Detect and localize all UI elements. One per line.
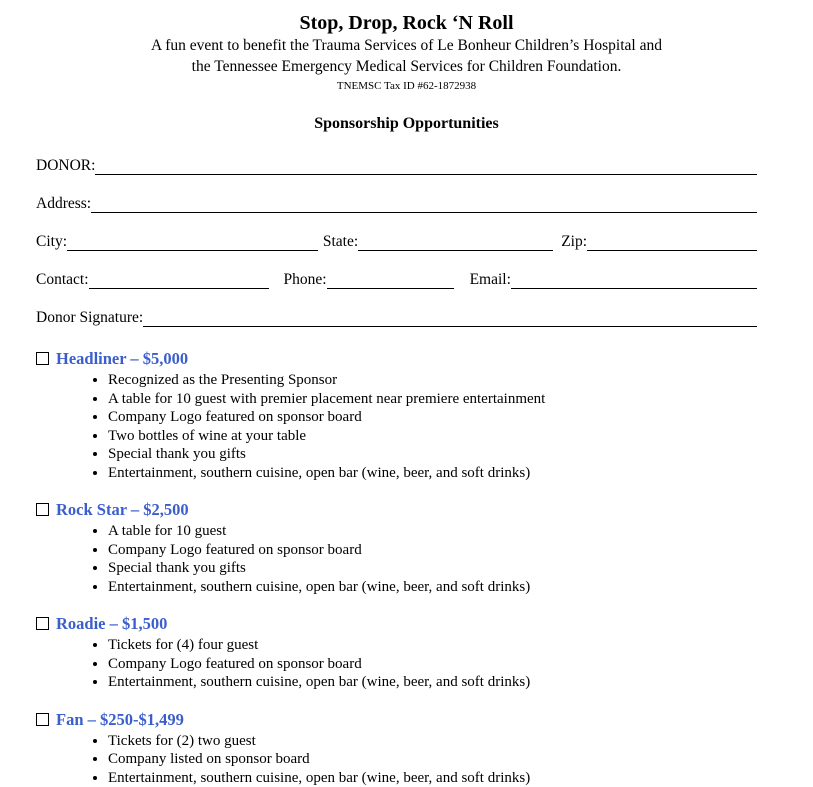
- tier-rock-star: [36, 500, 757, 596]
- benefit-item: • Company Logo featured on sponsor board: [108, 655, 757, 674]
- tier-roadie-header: [36, 614, 757, 633]
- donor-row: [36, 156, 757, 175]
- document-subtitle-line1: A fun event to benefit the Trauma Services of Le Bonheur Children’s Hospital and: [0, 36, 813, 55]
- tier-fan-checkbox[interactable]: [36, 713, 49, 726]
- address-row: [36, 194, 757, 213]
- contact-input[interactable]: [89, 270, 269, 289]
- benefit-item: • Special thank you gifts: [108, 559, 757, 578]
- benefit-item: • Entertainment, southern cuisine, open bar (wine, beer, and soft drinks): [108, 769, 757, 787]
- phone-input[interactable]: [327, 270, 454, 289]
- zip-label: Zip:: [561, 233, 587, 251]
- section-title: Sponsorship Opportunities: [0, 114, 813, 133]
- tier-rock-star-title: Rock Star – $2,500: [56, 500, 189, 519]
- document-header: [0, 12, 813, 133]
- state-label: State:: [323, 233, 358, 251]
- tier-roadie-benefits: [36, 636, 757, 692]
- signature-label: Donor Signature:: [36, 309, 143, 327]
- benefit-item: • Special thank you gifts: [108, 445, 757, 464]
- signature-row: [36, 308, 757, 327]
- contact-phone-email-row: [36, 270, 757, 289]
- tier-roadie-title: Roadie – $1,500: [56, 614, 167, 633]
- benefit-item: • Two bottles of wine at your table: [108, 427, 757, 446]
- benefit-item: • A table for 10 guest: [108, 522, 757, 541]
- tier-rock-star-benefits: [36, 522, 757, 596]
- tier-headliner: [36, 349, 757, 482]
- benefit-item: • Company listed on sponsor board: [108, 750, 757, 769]
- tier-fan: [36, 710, 757, 787]
- email-label: Email:: [470, 271, 511, 289]
- benefit-item: • Tickets for (4) four guest: [108, 636, 757, 655]
- tax-id: TNEMSC Tax ID #62-1872938: [0, 80, 813, 93]
- benefit-item: • Recognized as the Presenting Sponsor: [108, 371, 757, 390]
- phone-label: Phone:: [284, 271, 327, 289]
- tier-headliner-benefits: [36, 371, 757, 482]
- tier-fan-title: Fan – $250-$1,499: [56, 710, 184, 729]
- zip-input[interactable]: [587, 232, 757, 251]
- benefit-item: • Tickets for (2) two guest: [108, 732, 757, 751]
- city-label: City:: [36, 233, 67, 251]
- document-title: Stop, Drop, Rock ‘N Roll: [0, 12, 813, 34]
- contact-label: Contact:: [36, 271, 89, 289]
- email-input[interactable]: [511, 270, 757, 289]
- document-subtitle-line2: the Tennessee Emergency Medical Services for Children Foundation.: [0, 57, 813, 76]
- tier-rock-star-header: [36, 500, 757, 519]
- donor-input[interactable]: [95, 156, 757, 175]
- tier-headliner-title: Headliner – $5,000: [56, 349, 188, 368]
- state-input[interactable]: [358, 232, 553, 251]
- tier-fan-header: [36, 710, 757, 729]
- address-input[interactable]: [91, 194, 757, 213]
- tier-headliner-header: [36, 349, 757, 368]
- benefit-item: • Company Logo featured on sponsor board: [108, 541, 757, 560]
- benefit-item: • A table for 10 guest with premier placement near premiere entertainment: [108, 390, 757, 409]
- benefit-item: • Entertainment, southern cuisine, open bar (wine, beer, and soft drinks): [108, 673, 757, 692]
- city-input[interactable]: [67, 232, 318, 251]
- benefit-item: • Entertainment, southern cuisine, open bar (wine, beer, and soft drinks): [108, 578, 757, 597]
- tier-headliner-checkbox[interactable]: [36, 352, 49, 365]
- tier-rock-star-checkbox[interactable]: [36, 503, 49, 516]
- donor-label: DONOR:: [36, 157, 95, 175]
- address-label: Address:: [36, 195, 91, 213]
- tier-roadie-checkbox[interactable]: [36, 617, 49, 630]
- benefit-item: • Company Logo featured on sponsor board: [108, 408, 757, 427]
- signature-input[interactable]: [143, 308, 757, 327]
- city-state-zip-row: [36, 232, 757, 251]
- benefit-item: • Entertainment, southern cuisine, open bar (wine, beer, and soft drinks): [108, 464, 757, 483]
- tier-roadie: [36, 614, 757, 692]
- tier-fan-benefits: [36, 732, 757, 787]
